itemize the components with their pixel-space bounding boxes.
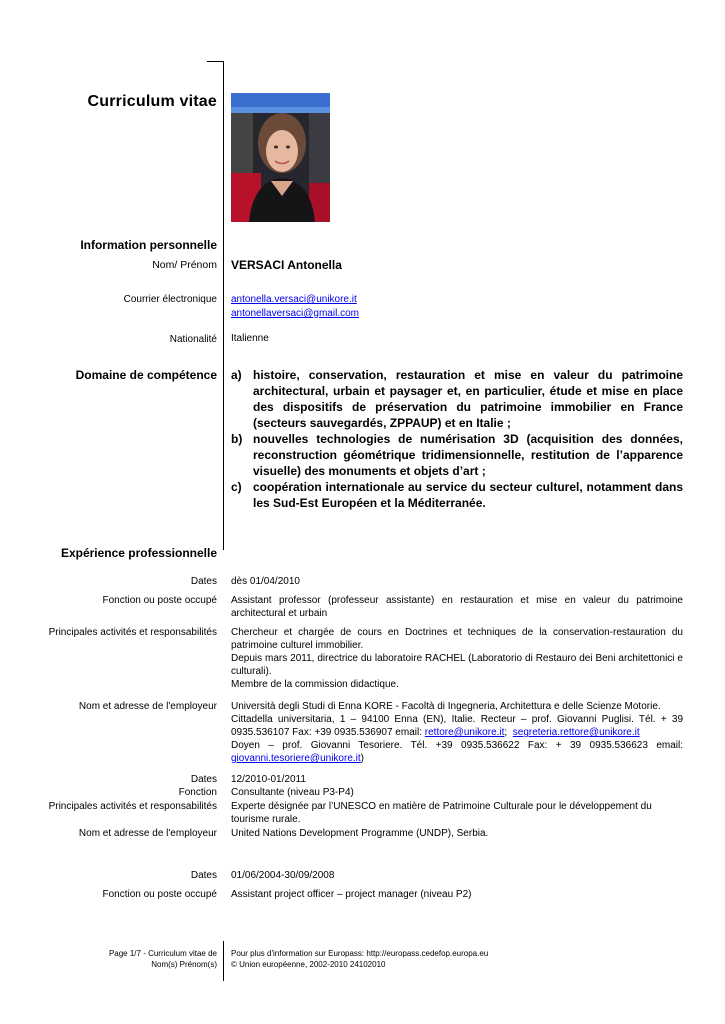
- job3-dates-label: Dates: [190, 870, 217, 881]
- job1-employer: [231, 700, 683, 765]
- competence-item: [231, 367, 683, 431]
- job1-employer-line: Università degli Studi di Enna KORE - Facoltà di Ingegneria, Architettura e delle Scienze Motorie.: [231, 701, 661, 712]
- email-link-secondary[interactable]: antonellaversaci@gmail.com: [231, 308, 359, 319]
- job1-dates: dès 01/04/2010: [231, 576, 300, 587]
- job1-activities-label: Principales activités et responsabilités: [48, 627, 217, 638]
- section-personal-info: Information personnelle: [80, 238, 217, 252]
- job3-function: Assistant project officer – project manager (niveau P2): [231, 889, 472, 900]
- name-label: Nom/ Prénom: [152, 259, 217, 271]
- job2-activities: Experte désignée par l’UNESCO en matière de Patrimoine Culturale pour le développement du tourisme rurale.: [231, 801, 652, 825]
- job2-activities-label: Principales activités et responsabilités: [48, 801, 217, 812]
- email-label: Courrier électronique: [123, 294, 217, 305]
- competence-item: [231, 431, 683, 479]
- footer-left: [109, 948, 217, 970]
- job1-employer-label: Nom et adresse de l'employeur: [78, 701, 217, 712]
- page-title: Curriculum vitae: [87, 93, 217, 110]
- column-divider: [223, 61, 224, 550]
- profile-photo: [231, 93, 330, 222]
- competence-marker: c): [231, 480, 242, 494]
- portrait-image: [231, 93, 330, 222]
- footer-europass-link: Pour plus d'information sur Europass: http://europass.cedefop.europa.eu: [231, 949, 489, 958]
- job3-dates: 01/06/2004-30/09/2008: [231, 870, 335, 881]
- job2-dates-label: Dates: [190, 774, 217, 785]
- closing-paren: ): [360, 753, 365, 764]
- competence-list: [231, 367, 683, 511]
- competence-item: [231, 479, 683, 511]
- job2-dates: 12/2010-01/2011: [231, 774, 306, 785]
- job1-employer-address: Cittadella universitaria, 1 – 94100 Enna (EN), Italie. Recteur – prof. Giovanni Puglisi. Tél. + 39 0935.536107 Fax: +39 0935.536907 email:: [231, 714, 683, 738]
- footer-name-info: Nom(s) Prénom(s): [151, 960, 217, 969]
- job1-employer-dean: Doyen – prof. Giovanni Tesoriere. Tél. +39 0935.536622 Fax: + 39 0935.536623 email:: [231, 740, 683, 751]
- job1-function-label: Fonction ou poste occupé: [102, 595, 217, 606]
- footer-copyright: © Union européenne, 2002-2010 24102010: [231, 960, 386, 969]
- footer-page-info: Page 1/7 - Curriculum vitae de: [108, 949, 217, 958]
- job1-activity-line: Chercheur et chargée de cours en Doctrines et techniques de la conservation-restauration du patrimoine culturel immobilier.: [231, 627, 683, 651]
- job2-function-label: Fonction: [178, 787, 217, 798]
- footer-divider: [223, 941, 224, 981]
- email-separator: ;: [504, 727, 508, 738]
- rector-email-link[interactable]: rettore@unikore.it: [424, 727, 505, 738]
- job2-employer: United Nations Development Programme (UNDP), Serbia.: [231, 828, 489, 839]
- nationality-value: Italienne: [231, 333, 269, 344]
- job1-employer-line: [231, 713, 683, 739]
- section-competence: Domaine de compétence: [75, 368, 217, 382]
- footer-right: [231, 948, 488, 970]
- competence-text: coopération internationale au service du secteur culturel, notamment dans les Sud-Est Européen et la Méditerranée.: [253, 480, 683, 510]
- competence-text: nouvelles technologies de numérisation 3D (acquisition des données, reconstruction géométrique tridimensionnelle, restitution de l’apparence visuelle) des monuments et objets d’art ;: [253, 432, 683, 478]
- competence-text: histoire, conservation, restauration et mise en valeur du patrimoine architectural, urbain et paysager et, en particulier, étude et mise en place des dispositifs de préservation du patrimoine immobilier en France (secteurs sauvegardés, ZPPAUP) et en Italie ;: [253, 368, 683, 430]
- job3-function-label: Fonction ou poste occupé: [102, 889, 217, 900]
- competence-marker: a): [231, 368, 242, 382]
- competence-marker: b): [231, 432, 243, 446]
- job1-employer-line: [231, 739, 683, 765]
- job2-function: Consultante (niveau P3-P4): [231, 787, 354, 798]
- job1-activity-line: Depuis mars 2011, directrice du laboratoire RACHEL (Laboratorio di Restauro dei Beni architettonici e culturali).: [231, 653, 683, 677]
- dean-email-link[interactable]: giovanni.tesoriere@unikore.it: [231, 753, 361, 764]
- job1-activities: [231, 626, 683, 691]
- top-rule: [207, 61, 224, 62]
- job2-employer-label: Nom et adresse de l'employeur: [78, 828, 217, 839]
- person-name: VERSACI Antonella: [231, 258, 342, 272]
- email-values: [231, 293, 359, 321]
- nationality-label: Nationalité: [169, 334, 217, 345]
- section-experience: Expérience professionnelle: [60, 546, 217, 560]
- job1-activity-line: Membre de la commission didactique.: [231, 679, 399, 690]
- job1-function: Assistant professor (professeur assistante) en restauration et mise en valeur du patrimoine architectural et urbain: [231, 595, 683, 619]
- secretariat-email-link[interactable]: segreteria.rettore@unikore.it: [512, 727, 640, 738]
- email-link-primary[interactable]: antonella.versaci@unikore.it: [231, 294, 357, 305]
- job1-dates-label: Dates: [190, 576, 217, 587]
